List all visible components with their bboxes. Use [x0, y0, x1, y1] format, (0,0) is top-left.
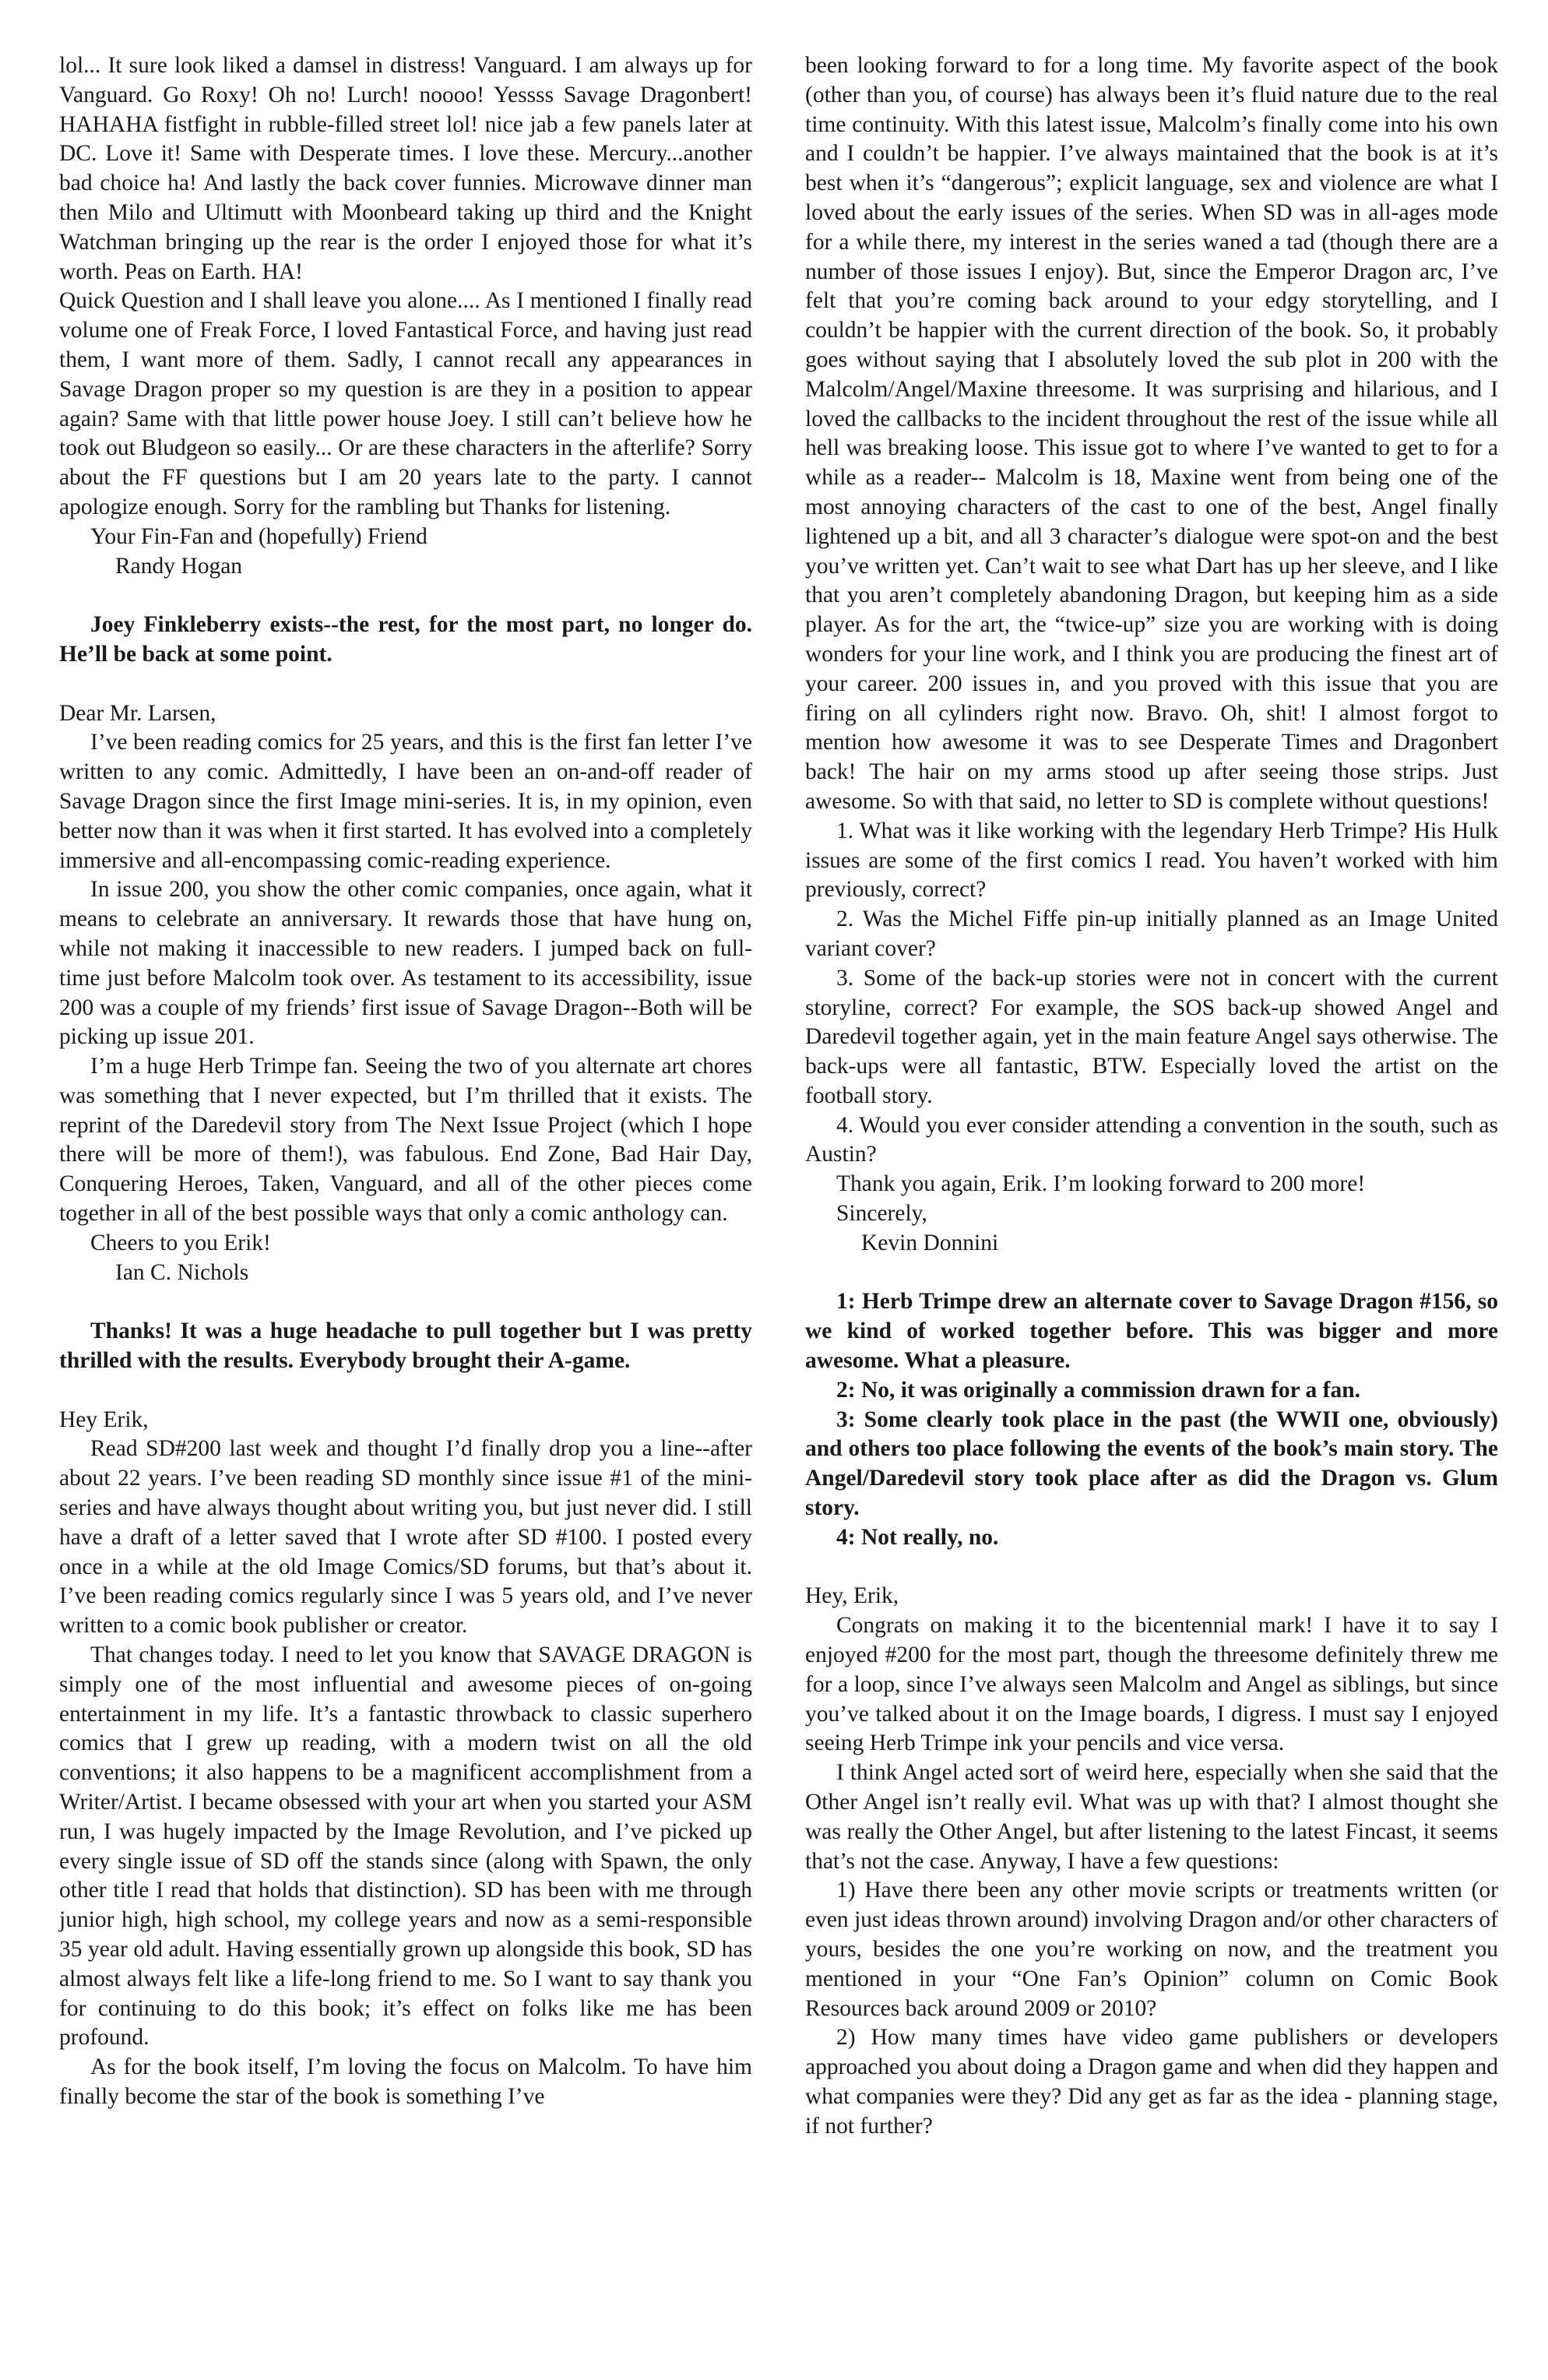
letter-paragraph: I’ve been reading comics for 25 years, and this is the first fan letter I’ve written to any comic. Admittedly, I have been an on-and-off reader of Savage Dragon since the first Image mini-series. It is, in my opinion, even better now than it was when it first started. It has evolved into a completely immersive and all-encompassing comic-reading experience.	[59, 730, 752, 873]
letter-paragraph: lol... It sure look liked a damsel in distress! Vanguard. I am always up for Vanguard. Go Roxy! Oh no! Lurch! noooo! Yessss Savage Dragonbert! HAHAHA fistfight in rubble-filled street lol! nice jab a few panels later at DC. Love it! Same with Desperate times. I love these. Mercury...another bad choice ha! And lastly the back cover funnies. Microwave dinner man then Milo and Ultimutt with Moonbeard taking up third and the Knight Watchman bringing up the rear is the order I enjoyed those for what it’s worth. Peas on Earth. HA!	[59, 53, 752, 284]
editor-answer: 1: Herb Trimpe drew an alternate cover to Savage Dragon #156, so we kind of worked together before. This was bigger and more awesome. What a pleasure.	[805, 1289, 1498, 1374]
letter-signature: Ian C. Nichols	[115, 1259, 249, 1285]
letter-salutation: Hey, Erik,	[805, 1583, 899, 1609]
spacer	[59, 1287, 752, 1317]
letter-question: 3. Some of the back-up stories were not in concert with the current storyline, correct? For example, the SOS back-up showed Angel and Daredevil together again, yet in the main feature Angel says otherwise. The back-ups were all fantastic, BTW. Especially loved the artist on the football story.	[805, 965, 1498, 1108]
spacer	[59, 670, 752, 699]
left-column	[59, 51, 752, 2333]
letter-question: 4. Would you ever consider attending a convention in the south, such as Austin?	[805, 1112, 1498, 1167]
letter-salutation: Hey Erik,	[59, 1407, 149, 1432]
letter-closing: Sincerely,	[836, 1201, 927, 1227]
letter-closing: Thank you again, Erik. I’m looking forward to 200 more!	[836, 1171, 1366, 1197]
editor-answer: 3: Some clearly took place in the past (the WWII one, obviously) and others too place following the events of the book’s main story. The Angel/Daredevil story took place after as did the Dragon vs. Glum story.	[805, 1407, 1498, 1521]
letter-question: 1) Have there been any other movie scripts or treatments written (or even just ideas thrown around) involving Dragon and/or other characters of yours, besides the one you’re working on now, and the treatment you mentioned in your “One Fan’s Opinion” column on Comic Book Resources back around 2009 or 2010?	[805, 1878, 1498, 2021]
letter-question: 2. Was the Michel Fiffe pin-up initially planned as an Image United variant cover?	[805, 907, 1498, 961]
letter-paragraph: As for the book itself, I’m loving the focus on Malcolm. To have him finally become the star of the book is something I’ve	[59, 2054, 752, 2109]
letter-paragraph: Congrats on making it to the bicentennial mark! I have it to say I enjoyed #200 for the most part, though the threesome definitely threw me for a loop, since I’ve always seen Malcolm and Angel as siblings, but since you’ve talked about it on the Image boards, I digress. I must say I enjoyed seeing Herb Trimpe ink your pencils and vice versa.	[805, 1613, 1498, 1756]
letter-paragraph: That changes today. I need to let you know that SAVAGE DRAGON is simply one of the most influential and awesome pieces of on-going entertainment in my life. It’s a fantastic throwback to classic superhero comics that I grew up reading, with a modern twist on all the old conventions; it also happens to be a magnificent accomplishment from a Writer/Artist. I became obsessed with your art when you started your ASM run, I was hugely impacted by the Image Revolution, and I’ve picked up every single issue of SD off the stands since (along with Spawn, the only other title I read that holds that distinction). SD has been with me through junior high, high school, my college years and now as a semi-responsible 35 year old adult. Having essentially grown up alongside this book, SD has almost always felt like a life-long friend to me. So I want to say thank you for continuing to do this book; it’s effect on folks like me has been profound.	[59, 1642, 752, 2051]
spacer	[805, 1553, 1498, 1583]
spacer	[59, 581, 752, 611]
letter-signature: Kevin Donnini	[861, 1230, 999, 1255]
spacer	[805, 1259, 1498, 1288]
letter-question: 1. What was it like working with the legendary Herb Trimpe? His Hulk issues are some of the first comics I read. You haven’t worked with him previously, correct?	[805, 818, 1498, 903]
letter-paragraph: been looking forward to for a long time. My favorite aspect of the book (other than you, of course) has always been it’s fluid nature due to the real time continuity. With this latest issue, Malcolm’s finally come into his own and I couldn’t be happier. I’ve always maintained that the book is at it’s best when it’s “dangerous”; explicit language, sex and violence are what I loved about the early issues of the series. When SD was in all-ages mode for a while there, my interest in the series waned a tad (though there are a number of those issues I enjoy). But, since the Emperor Dragon arc, I’ve felt that you’re coming back around to your edgy storytelling, and I couldn’t be happier with the current direction of the book. So, it probably goes without saying that I absolutely loved the sub plot in 200 with the Malcolm/Angel/Maxine threesome. It was surprising and hilarious, and I loved the callbacks to the incident throughout the rest of the issue while all hell was breaking loose. This issue got to where I’ve wanted to get to for a while as a reader-- Malcolm is 18, Maxine went from being one of the most annoying characters of the cast to one of the best, Angel finally lightened up a bit, and all 3 character’s dialogue were spot-on and the best you’ve written yet. Can’t wait to see what Dart has up her sleeve, and I like that you aren’t completely abandoning Dragon, but keeping him as a side player. As for the art, the “twice-up” size you are working with is doing wonders for your line work, and I think you are producing the finest art of your career. 200 issues in, and you proved with this issue that you are firing on all cylinders right now. Bravo. Oh, shit! I almost forgot to mention how awesome it was to see Desperate Times and Dragonbert back! The hair on my arms stood up after seeing those strips. Just awesome. So with that said, no letter to SD is complete without questions!	[805, 53, 1498, 814]
editor-response: Joey Finkleberry exists--the rest, for the most part, no longer do. He’ll be back at some point.	[59, 612, 752, 667]
letter-paragraph: Quick Question and I shall leave you alone.... As I mentioned I finally read volume one of Freak Force, I loved Fantastical Force, and having just read them, I want more of them. Sadly, I cannot recall any appearances in Savage Dragon proper so my question is are they in a position to appear again? Same with that little power house Joey. I still can’t believe how he took out Bludgeon so easily... Or are these characters in the afterlife? Sorry about the FF questions but I am 20 years late to the party. I cannot apologize enough. Sorry for the rambling but Thanks for listening.	[59, 288, 752, 519]
letters-page	[59, 51, 1498, 2333]
letter-question: 2) How many times have video game publishers or developers approached you about doing a Dragon game and when did they happen and what companies were they? Did any get as far as the idea - planning stage, if not further?	[805, 2025, 1498, 2139]
letter-salutation: Dear Mr. Larsen,	[59, 700, 216, 726]
letter-signature: Randy Hogan	[115, 553, 243, 579]
editor-answer: 2: No, it was originally a commission drawn for a fan.	[836, 1377, 1361, 1403]
editor-answer: 4: Not really, no.	[836, 1524, 999, 1550]
letter-closing: Cheers to you Erik!	[90, 1230, 271, 1255]
letter-paragraph: In issue 200, you show the other comic companies, once again, what it means to celebrate an anniversary. It rewards those that have hung on, while not making it inaccessible to new readers. I jumped back on full-time just before Malcolm took over. As testament to its accessibility, issue 200 was a couple of my friends’ first issue of Savage Dragon--Both will be picking up issue 201.	[59, 877, 752, 1050]
letter-closing: Your Fin-Fan and (hopefully) Friend	[90, 523, 427, 549]
spacer	[59, 1376, 752, 1406]
right-column	[805, 51, 1498, 2333]
letter-paragraph: I think Angel acted sort of weird here, especially when she said that the Other Angel isn’t really evil. What was up with that? I almost thought she was really the Other Angel, but after listening to the latest Fincast, it seems that’s not the case. Anyway, I have a few questions:	[805, 1760, 1498, 1874]
letter-paragraph: I’m a huge Herb Trimpe fan. Seeing the two of you alternate art chores was something that I never expected, but I’m thrilled that it exists. The reprint of the Daredevil story from The Next Issue Project (which I hope there will be more of them!), was fabulous. End Zone, Bad Hair Day, Conquering Heroes, Taken, Vanguard, and all of the other pieces come together in all of the best possible ways that only a comic anthology can.	[59, 1054, 752, 1227]
letter-paragraph: Read SD#200 last week and thought I’d finally drop you a line--after about 22 years. I’ve been reading SD monthly since issue #1 of the mini-series and have always thought about writing you, but just never did. I still have a draft of a letter saved that I wrote after SD #100. I posted every once in a while at the old Image Comics/SD forums, but that’s about it. I’ve been reading comics regularly since I was 5 years old, and I’ve never written to a comic book publisher or creator.	[59, 1436, 752, 1639]
editor-response: Thanks! It was a huge headache to pull together but I was pretty thrilled with the results. Everybody brought their A-game.	[59, 1319, 752, 1374]
